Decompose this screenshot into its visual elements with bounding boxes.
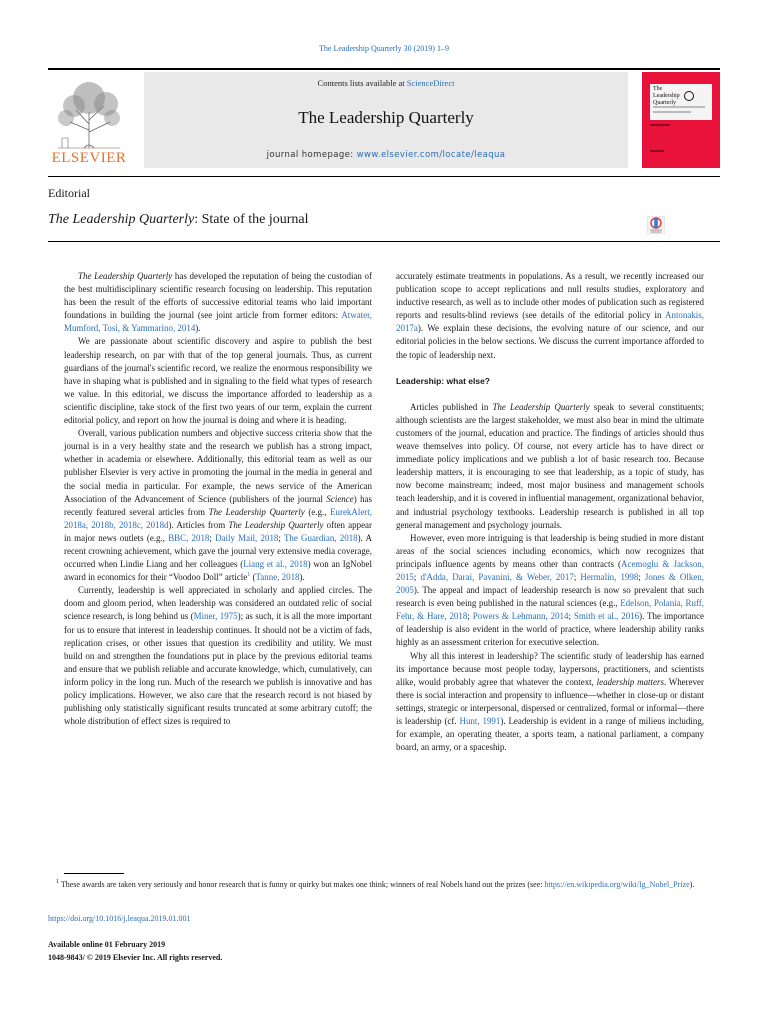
doi-link[interactable]: https://doi.org/10.1016/j.leaqua.2019.01.001: [48, 914, 191, 923]
article-title-journal: The Leadership Quarterly: [48, 212, 195, 227]
homepage-link[interactable]: www.elsevier.com/locate/leaqua: [356, 150, 506, 160]
text-run: ) won an IgNobel award in economics for their “Voodoo Doll” article: [64, 559, 373, 583]
text-run: ;: [209, 532, 216, 543]
citation-link[interactable]: Hunt, 1991: [459, 716, 501, 726]
text-run: ). The appeal and impact of leadership research is now so prevalent that such research is even being published in the natural sciences (e.g.,: [396, 585, 704, 609]
elsevier-wordmark: ELSEVIER: [51, 150, 127, 166]
text-run: ). We explain these decisions, the evolving nature of our science, and our editorial policies in the below sections. We discuss the current importance afforded to the topic of leadership next.: [396, 323, 704, 360]
citation-link[interactable]: Atwater, Mumford, Tosi, & Yammarino, 2014: [64, 310, 372, 334]
citation-link[interactable]: Daily Mail, 2018: [215, 532, 279, 543]
availability-date: Available online 01 February 2019: [48, 940, 166, 949]
text-run: ); as such, it is all the more important for us to ensure that interest in leadership continues. It should not be a victim of fads, replication crises, or other issues that question its credibility and utility. We must build on and strengthen the foundations put in place by the previous editorial teams and ensure that we publish reliable and accurate knowledge, which, cumulatively, can inform policy in the long run. Much of the research we publish is innovative and has policy implications. However, we also care that the research record is not biased by publishing only statistically significant results truncated at some arbitrary cutoff; the whole distribution of effect sizes is required to: [64, 611, 372, 727]
paragraph: [396, 650, 704, 755]
journal-homepage: [144, 150, 628, 160]
text-run: Why all this interest in leadership? The scientific study of leadership has earned its importance because most people today, laypersons, practitioners, and scientists alike, would probably agree that whatever the context,: [396, 650, 704, 687]
contents-prefix: Contents lists available at: [317, 78, 405, 88]
citation-link[interactable]: d'Adda, Darai, Pavanini, & Weber, 2017: [420, 571, 574, 582]
footnote-marker[interactable]: 1: [247, 572, 251, 579]
body-column-right: [396, 270, 704, 754]
text-run: ;: [573, 571, 581, 582]
citation-link[interactable]: Hermalin, 1998: [580, 571, 639, 582]
body-column-left: [64, 270, 372, 728]
inline-italic: The Leadership Quarterly: [78, 271, 173, 281]
citation-link[interactable]: The Guardian, 2018: [283, 532, 358, 543]
homepage-prefix: journal homepage:: [266, 150, 354, 160]
paragraph: [64, 270, 372, 335]
text-run: ). Leadership is evident in a range of milieus including, for example, an operating theater, a sports team, a national parliament, a company board, an army, or a spaceship.: [396, 716, 705, 753]
paragraph: [396, 270, 704, 362]
text-run: ). Articles from: [168, 519, 229, 530]
citation-link[interactable]: Tanne, 2018: [255, 572, 300, 583]
inline-italic: Science: [326, 493, 354, 504]
text-run: ) has recently featured several articles from: [64, 493, 372, 517]
text-run: . Wherever there is social interaction and propensity to influence—whether in close-up or distant settings, strategic or interpersonal, dispersed or centralized, formal or informal—there is leadership (cf.: [396, 676, 704, 726]
text-run: ;: [568, 611, 574, 622]
citation-link[interactable]: EurekAlert, 2018a, 2018b, 2018c, 2018d: [64, 506, 373, 530]
text-run: speak to several constituents; although scientists are the largest stakeholder, we must also bear in mind the ultimate customers of the journal, education and practice. The findings of articles should thus weave themselves into policy. Of course, not every article has to have direct or immediate policy implications and we publish a lot of basic research too. Because leadership matters, it is encouraging to see that leadership, as a topic of study, has now become mainstream; indeed, most major business and management schools teach leadership, and it is covered in influential management, organizational behavior, and industrial psychology textbooks. Leadership research is published in all top general management and psychology journals.: [396, 401, 705, 530]
paragraph: [396, 532, 704, 650]
cover-emblem-icon: [684, 91, 694, 101]
text-run: ;: [638, 571, 645, 582]
cover-mark: [650, 124, 670, 126]
article-section-label: Editorial: [48, 186, 90, 200]
journal-masthead: [144, 72, 628, 168]
inline-italic: The Leadership Quarterly: [208, 506, 305, 517]
footnote-text: These awards are taken very seriously and honor research that is funny or quirky but makes one think; winners of real Nobels hand out the prizes (see:: [59, 880, 545, 889]
footnote-link[interactable]: https://en.wikipedia.org/wiki/Ig_Nobel_Prize: [544, 880, 690, 889]
cover-rule: [653, 106, 705, 108]
contents-line: [144, 78, 628, 88]
citation-link[interactable]: Liang et al., 2018: [243, 559, 308, 570]
citation-link[interactable]: Antonakis, 2017a: [396, 310, 704, 334]
inline-italic: The Leadership Quarterly: [228, 519, 324, 530]
text-run: Currently, leadership is well appreciated in scholarly and applied circles. The doom and gloom period, when leadership was considered an outdated relic of social science research, is long behind us (: [64, 585, 372, 622]
text-run: has developed the reputation of being the custodian of the best multidisciplinary scientific research focusing on leadership. This reputation has been the result of the efforts of successive editorial teams who laid important foundations in building the journal (see joint article from former editors:: [64, 271, 373, 321]
top-rule: [48, 68, 720, 70]
paragraph: [64, 584, 372, 728]
text-run: Overall, various publication numbers and objective success criteria show that the journal is in a very healthy state and the research we publish has a strong impact, whether in academia or elsewhere. Additionally, this editorial team as well as our publisher Elsevier is very active in promoting the journal in the media in general and the social media in particular. For example, the news service of the American Association of the Advancement of Science (publishers of the journal: [64, 428, 372, 504]
title-rule: [48, 241, 720, 242]
footnote-number: 1: [56, 879, 59, 886]
journal-cover-thumbnail[interactable]: [642, 72, 720, 168]
cover-rule: [653, 111, 691, 113]
journal-title: The Leadership Quarterly: [298, 108, 474, 127]
text-run: Articles published in: [410, 401, 493, 412]
article-title: [48, 212, 309, 228]
article-title-rest: : State of the journal: [194, 212, 309, 227]
paragraph: [396, 401, 704, 532]
citation-link[interactable]: Acemoglu & Jackson, 2015: [396, 558, 704, 582]
text-run: accurately estimate treatments in populations. As a result, we recently increased our publication scope to accept replications and null results studies, exploratory and inductive research, as well as to include other modes of publication such as registered reports and results-blind reviews (see details of the editorial policy in: [396, 271, 704, 321]
text-run: ).: [299, 572, 305, 583]
crossmark-icon[interactable]: [647, 216, 665, 234]
sciencedirect-link[interactable]: ScienceDirect: [406, 78, 455, 88]
citation-link[interactable]: Miner, 1975: [193, 611, 238, 622]
citation-link[interactable]: Smith et al., 2016: [573, 611, 640, 622]
footnote-end: ).: [689, 880, 695, 889]
footnote: [48, 879, 720, 891]
text-run: (: [250, 572, 256, 583]
footnote-rule: [64, 873, 124, 874]
header-rule: [48, 176, 720, 177]
issn-copyright: 1048-9843/ © 2019 Elsevier Inc. All rights reserved.: [48, 953, 223, 962]
citation-link[interactable]: BBC, 2018: [168, 532, 210, 543]
text-run: ;: [278, 532, 284, 543]
inline-italic: The Leadership Quarterly: [492, 401, 590, 412]
paragraph: [64, 427, 372, 584]
section-heading: Leadership: what else?: [396, 375, 490, 386]
text-run: (e.g.,: [304, 506, 331, 517]
citation-link[interactable]: Powers & Lehmann, 2014: [472, 611, 569, 622]
citation-link[interactable]: Edelson, Polania, Ruff, Fehr, & Hare, 2018: [396, 598, 704, 622]
text-run: ). The importance of leadership is also evident in the world of practice, where leadership ability ranks highly as an assessment criterion for executive selection.: [396, 611, 705, 648]
text-run: ). A recent crowning achievement, which gave the journal very extensive media coverage, occurred when Lindie Liang and her colleagues (: [64, 532, 373, 570]
cover-title-panel: [650, 84, 712, 120]
text-run: ;: [413, 571, 421, 582]
text-run: However, even more intriguing is that leadership is being studied in more distant areas of the social sciences including economics, which now recognizes that principals influence agents by means other than contracts (: [396, 532, 704, 569]
text-run: ;: [467, 611, 473, 622]
cover-mark: [650, 150, 664, 152]
cover-title: The Leadership Quarterly: [653, 86, 680, 106]
journal-citation-link[interactable]: The Leadership Quarterly 30 (2019) 1–9: [319, 44, 449, 53]
inline-italic: leadership matters: [596, 676, 664, 687]
text-run: often appear in major news outlets (e.g.,: [64, 519, 372, 543]
text-run: ).: [195, 323, 201, 334]
paragraph: We are passionate about scientific discovery and aspire to publish the best leadership research, on par with that of the top general journals. Thus, as current guardians of the journal's scientific record, we realize the enormous responsibility we have in shaping what is published and in signaling to the field what types of research we value. In this editorial, we discuss the importance afforded to leadership as a scientific discipline, take stock of the first two years of our term, explain the current editorial policy, and report on how the journal is doing and where it is heading.: [64, 336, 372, 426]
citation-link[interactable]: Jones & Olken, 2005: [396, 571, 704, 596]
